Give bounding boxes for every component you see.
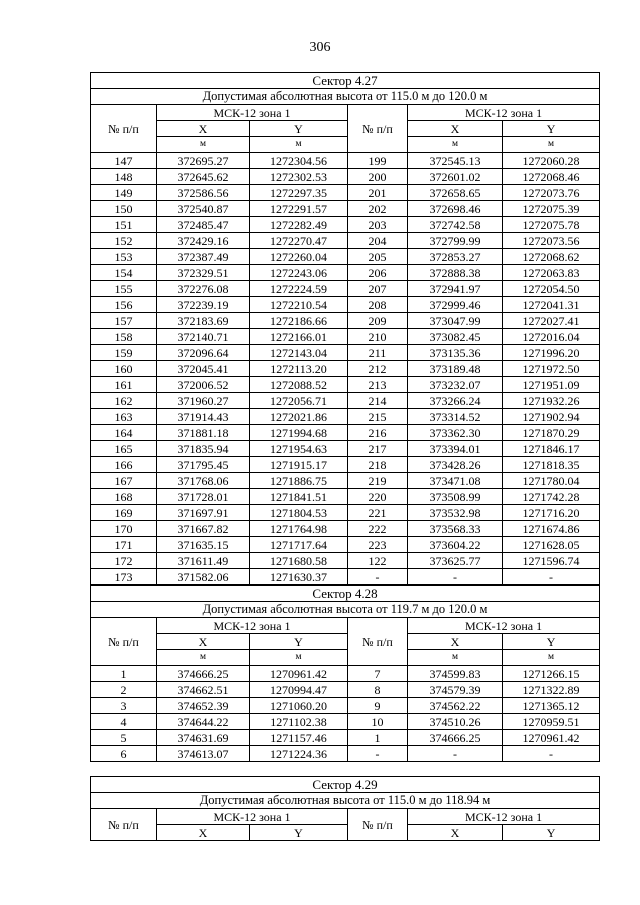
cell-y-left: 1271630.37 [250,569,348,585]
cell-num-left: 170 [91,521,157,537]
cell-y-left: 1271157.46 [250,730,348,746]
cell-y-left: 1271886.75 [250,473,348,489]
cell-y-right: 1272041.31 [503,297,600,313]
cell-y-right: 1271996.20 [503,345,600,361]
cell-num-left: 164 [91,425,157,441]
y-header-right: Y [503,825,600,841]
cell-num-left: 3 [91,698,157,714]
cell-y-left: 1271994.68 [250,425,348,441]
cell-x-right: 373047.99 [408,313,503,329]
sector-table [90,72,600,585]
table-row [91,265,600,281]
table-row [91,153,600,169]
sector-title: Сектор 4.27 [91,73,600,89]
cell-x-right: 373428.26 [408,457,503,473]
cell-y-right: 1271902.94 [503,409,600,425]
cell-num-right: 211 [348,345,408,361]
cell-x-left: 372645.62 [157,169,250,185]
cell-x-right: 373471.08 [408,473,503,489]
coordinate-rows [91,153,600,585]
cell-y-left: 1271680.58 [250,553,348,569]
cell-y-right: 1272073.76 [503,185,600,201]
cell-num-right: 201 [348,185,408,201]
cell-x-left: 374644.22 [157,714,250,730]
cell-y-right: 1272075.39 [503,201,600,217]
table-row [91,249,600,265]
cell-y-left: 1271060.20 [250,698,348,714]
cell-x-left: 374652.39 [157,698,250,714]
cell-x-left: 374631.69 [157,730,250,746]
cell-x-left: 374666.25 [157,666,250,682]
sector-table [90,776,600,841]
table-row [91,185,600,201]
cell-y-right: 1271932.26 [503,393,600,409]
cell-y-left: 1272210.54 [250,297,348,313]
cell-num-right: 204 [348,233,408,249]
cell-y-left: 1271224.36 [250,746,348,762]
unit-x-right: м [408,137,503,153]
cell-x-left: 371582.06 [157,569,250,585]
cell-x-left: 371835.94 [157,441,250,457]
cell-x-right: 373568.33 [408,521,503,537]
cell-x-left: 372387.49 [157,249,250,265]
cell-num-right: 207 [348,281,408,297]
cell-num-right: 206 [348,265,408,281]
cell-y-right: 1271972.50 [503,361,600,377]
cell-num-left: 154 [91,265,157,281]
cell-x-left: 371611.49 [157,553,250,569]
unit-y-left: м [250,650,348,666]
cell-x-right: 373604.22 [408,537,503,553]
altitude-range: Допустимая абсолютная высота от 119.7 м до 120.0 м [91,602,600,618]
cell-num-left: 169 [91,505,157,521]
cell-x-right: 372545.13 [408,153,503,169]
cell-y-left: 1272186.66 [250,313,348,329]
cell-x-left: 371728.01 [157,489,250,505]
cell-num-right: 199 [348,153,408,169]
cell-num-left: 168 [91,489,157,505]
cell-x-right: 372658.65 [408,185,503,201]
unit-x-right: м [408,650,503,666]
cell-num-right: 210 [348,329,408,345]
cell-num-left: 162 [91,393,157,409]
table-row [91,313,600,329]
cell-num-right: 200 [348,169,408,185]
cell-x-left: 372140.71 [157,329,250,345]
table-row [91,553,600,569]
cell-num-right: 214 [348,393,408,409]
cell-x-left: 372329.51 [157,265,250,281]
cell-num-right: 208 [348,297,408,313]
cell-num-right: 122 [348,553,408,569]
cell-x-left: 372485.47 [157,217,250,233]
cell-num-right: 216 [348,425,408,441]
num-header-right: № п/п [348,618,408,666]
cell-x-right: - [408,746,503,762]
table-row [91,169,600,185]
cell-num-left: 167 [91,473,157,489]
cell-y-right: 1271846.17 [503,441,600,457]
cell-x-right: 374666.25 [408,730,503,746]
zone-header-right: МСК-12 зона 1 [408,105,600,121]
cell-x-left: 374662.51 [157,682,250,698]
unit-x-left: м [157,137,250,153]
unit-y-right: м [503,137,600,153]
cell-y-right: 1270959.51 [503,714,600,730]
cell-x-left: 371881.18 [157,425,250,441]
table-row [91,345,600,361]
cell-y-left: 1272021.86 [250,409,348,425]
x-header-right: X [408,825,503,841]
cell-num-left: 165 [91,441,157,457]
y-header-left: Y [250,121,348,137]
num-header-right: № п/п [348,809,408,841]
y-header-right: Y [503,121,600,137]
table-row [91,569,600,585]
cell-num-right: 217 [348,441,408,457]
table-row [91,730,600,746]
zone-header-right: МСК-12 зона 1 [408,618,600,634]
cell-y-right: 1271266.15 [503,666,600,682]
cell-y-right: - [503,746,600,762]
altitude-range: Допустимая абсолютная высота от 115.0 м до 120.0 м [91,89,600,105]
cell-x-left: 372183.69 [157,313,250,329]
cell-y-left: 1270961.42 [250,666,348,682]
unit-y-left: м [250,137,348,153]
table-row [91,393,600,409]
cell-num-left: 149 [91,185,157,201]
table-row [91,281,600,297]
table-row [91,297,600,313]
cell-y-right: 1271596.74 [503,553,600,569]
cell-num-right: 10 [348,714,408,730]
cell-num-left: 173 [91,569,157,585]
cell-num-right: 218 [348,457,408,473]
cell-x-right: 372888.38 [408,265,503,281]
cell-x-left: 371635.15 [157,537,250,553]
cell-x-right: 373189.48 [408,361,503,377]
cell-num-right: 220 [348,489,408,505]
num-header-left: № п/п [91,809,157,841]
cell-y-right: 1272073.56 [503,233,600,249]
cell-x-right: 373082.45 [408,329,503,345]
cell-num-right: - [348,746,408,762]
cell-y-right: 1270961.42 [503,730,600,746]
x-header-left: X [157,634,250,650]
cell-y-right: 1271674.86 [503,521,600,537]
table-row [91,409,600,425]
cell-num-left: 163 [91,409,157,425]
num-header-left: № п/п [91,105,157,153]
table-row [91,441,600,457]
cell-x-right: 373508.99 [408,489,503,505]
table-row [91,233,600,249]
cell-y-left: 1272243.06 [250,265,348,281]
cell-num-right: 213 [348,377,408,393]
cell-x-left: 374613.07 [157,746,250,762]
cell-x-right: 372601.02 [408,169,503,185]
cell-y-right: 1271716.20 [503,505,600,521]
table-row [91,473,600,489]
cell-num-right: 203 [348,217,408,233]
sector-title: Сектор 4.29 [91,777,600,793]
cell-y-left: 1270994.47 [250,682,348,698]
x-header-left: X [157,825,250,841]
cell-num-left: 171 [91,537,157,553]
cell-x-right: 373266.24 [408,393,503,409]
sector-table [90,585,600,762]
cell-y-right: 1271742.28 [503,489,600,505]
cell-num-right: 8 [348,682,408,698]
cell-y-right: 1271365.12 [503,698,600,714]
cell-num-right: 223 [348,537,408,553]
cell-num-left: 2 [91,682,157,698]
table-row [91,714,600,730]
page-number: 306 [309,40,331,55]
table-row [91,329,600,345]
cell-x-right: 374579.39 [408,682,503,698]
unit-x-left: м [157,650,250,666]
num-header-right: № п/п [348,105,408,153]
cell-y-left: 1272088.52 [250,377,348,393]
cell-y-right: 1271780.04 [503,473,600,489]
cell-x-left: 372276.08 [157,281,250,297]
cell-x-right: - [408,569,503,585]
cell-x-right: 373394.01 [408,441,503,457]
cell-y-left: 1271717.64 [250,537,348,553]
cell-x-left: 372239.19 [157,297,250,313]
cell-num-right: 222 [348,521,408,537]
cell-num-right: 209 [348,313,408,329]
cell-num-right: 205 [348,249,408,265]
cell-y-left: 1271102.38 [250,714,348,730]
cell-num-left: 152 [91,233,157,249]
unit-y-right: м [503,650,600,666]
cell-y-left: 1272224.59 [250,281,348,297]
cell-x-left: 371795.45 [157,457,250,473]
cell-x-right: 374562.22 [408,698,503,714]
table-row [91,361,600,377]
cell-y-left: 1272304.56 [250,153,348,169]
cell-x-right: 372853.27 [408,249,503,265]
cell-x-left: 372429.16 [157,233,250,249]
cell-num-left: 160 [91,361,157,377]
cell-y-left: 1272270.47 [250,233,348,249]
cell-y-right: 1271322.89 [503,682,600,698]
cell-num-left: 157 [91,313,157,329]
cell-x-left: 372695.27 [157,153,250,169]
table-row [91,377,600,393]
cell-x-left: 371697.91 [157,505,250,521]
cell-y-left: 1272143.04 [250,345,348,361]
altitude-range: Допустимая абсолютная высота от 115.0 м до 118.94 м [91,793,600,809]
cell-num-left: 153 [91,249,157,265]
coordinate-rows [91,666,600,762]
table-row [91,425,600,441]
table-row [91,217,600,233]
cell-num-left: 158 [91,329,157,345]
cell-y-right: 1271628.05 [503,537,600,553]
cell-x-right: 372799.99 [408,233,503,249]
cell-y-right: 1271870.29 [503,425,600,441]
cell-num-left: 166 [91,457,157,473]
cell-x-left: 371667.82 [157,521,250,537]
cell-x-right: 372742.58 [408,217,503,233]
table-row [91,505,600,521]
table-row [91,457,600,473]
cell-y-left: 1272297.35 [250,185,348,201]
cell-y-right: 1272027.41 [503,313,600,329]
cell-y-left: 1271915.17 [250,457,348,473]
cell-num-left: 159 [91,345,157,361]
cell-x-right: 374510.26 [408,714,503,730]
cell-num-right: 7 [348,666,408,682]
cell-num-right: 202 [348,201,408,217]
cell-y-right: 1272068.62 [503,249,600,265]
cell-x-right: 374599.83 [408,666,503,682]
cell-y-right: - [503,569,600,585]
cell-x-left: 371768.06 [157,473,250,489]
y-header-left: Y [250,825,348,841]
cell-x-left: 371914.43 [157,409,250,425]
x-header-left: X [157,121,250,137]
cell-x-right: 373135.36 [408,345,503,361]
cell-num-right: 212 [348,361,408,377]
cell-num-left: 6 [91,746,157,762]
cell-y-right: 1272060.28 [503,153,600,169]
cell-num-left: 155 [91,281,157,297]
cell-num-right: 221 [348,505,408,521]
cell-y-left: 1272291.57 [250,201,348,217]
cell-x-right: 372941.97 [408,281,503,297]
cell-x-left: 372586.56 [157,185,250,201]
cell-y-left: 1272166.01 [250,329,348,345]
num-header-left: № п/п [91,618,157,666]
cell-y-right: 1271818.35 [503,457,600,473]
cell-x-right: 373314.52 [408,409,503,425]
cell-x-left: 372006.52 [157,377,250,393]
cell-x-left: 372096.64 [157,345,250,361]
cell-num-right: 9 [348,698,408,714]
cell-num-left: 148 [91,169,157,185]
cell-num-left: 151 [91,217,157,233]
cell-num-left: 5 [91,730,157,746]
cell-y-left: 1272260.04 [250,249,348,265]
cell-y-left: 1272056.71 [250,393,348,409]
cell-y-left: 1271954.63 [250,441,348,457]
table-row [91,489,600,505]
cell-y-left: 1272113.20 [250,361,348,377]
cell-y-right: 1272075.78 [503,217,600,233]
cell-num-right: 1 [348,730,408,746]
sector-title: Сектор 4.28 [91,586,600,602]
cell-y-right: 1272068.46 [503,169,600,185]
cell-x-right: 373232.07 [408,377,503,393]
table-row [91,201,600,217]
cell-num-left: 147 [91,153,157,169]
cell-y-right: 1272054.50 [503,281,600,297]
cell-x-right: 373532.98 [408,505,503,521]
x-header-right: X [408,634,503,650]
cell-x-right: 373362.30 [408,425,503,441]
cell-x-right: 373625.77 [408,553,503,569]
cell-num-left: 172 [91,553,157,569]
cell-x-left: 371960.27 [157,393,250,409]
cell-x-right: 372999.46 [408,297,503,313]
cell-num-left: 1 [91,666,157,682]
cell-num-right: - [348,569,408,585]
x-header-right: X [408,121,503,137]
cell-x-right: 372698.46 [408,201,503,217]
table-row [91,682,600,698]
cell-num-left: 156 [91,297,157,313]
cell-y-left: 1271804.53 [250,505,348,521]
zone-header-left: МСК-12 зона 1 [157,105,348,121]
cell-y-left: 1271764.98 [250,521,348,537]
zone-header-left: МСК-12 зона 1 [157,809,348,825]
cell-y-right: 1272063.83 [503,265,600,281]
cell-y-left: 1272302.53 [250,169,348,185]
zone-header-right: МСК-12 зона 1 [408,809,600,825]
cell-y-left: 1272282.49 [250,217,348,233]
y-header-right: Y [503,634,600,650]
cell-y-right: 1272016.04 [503,329,600,345]
cell-num-left: 150 [91,201,157,217]
y-header-left: Y [250,634,348,650]
cell-y-right: 1271951.09 [503,377,600,393]
table-row [91,746,600,762]
table-row [91,521,600,537]
table-row [91,698,600,714]
zone-header-left: МСК-12 зона 1 [157,618,348,634]
cell-num-right: 215 [348,409,408,425]
table-row [91,537,600,553]
cell-x-left: 372045.41 [157,361,250,377]
cell-num-left: 4 [91,714,157,730]
cell-num-right: 219 [348,473,408,489]
cell-x-left: 372540.87 [157,201,250,217]
cell-num-left: 161 [91,377,157,393]
cell-y-left: 1271841.51 [250,489,348,505]
table-row [91,666,600,682]
